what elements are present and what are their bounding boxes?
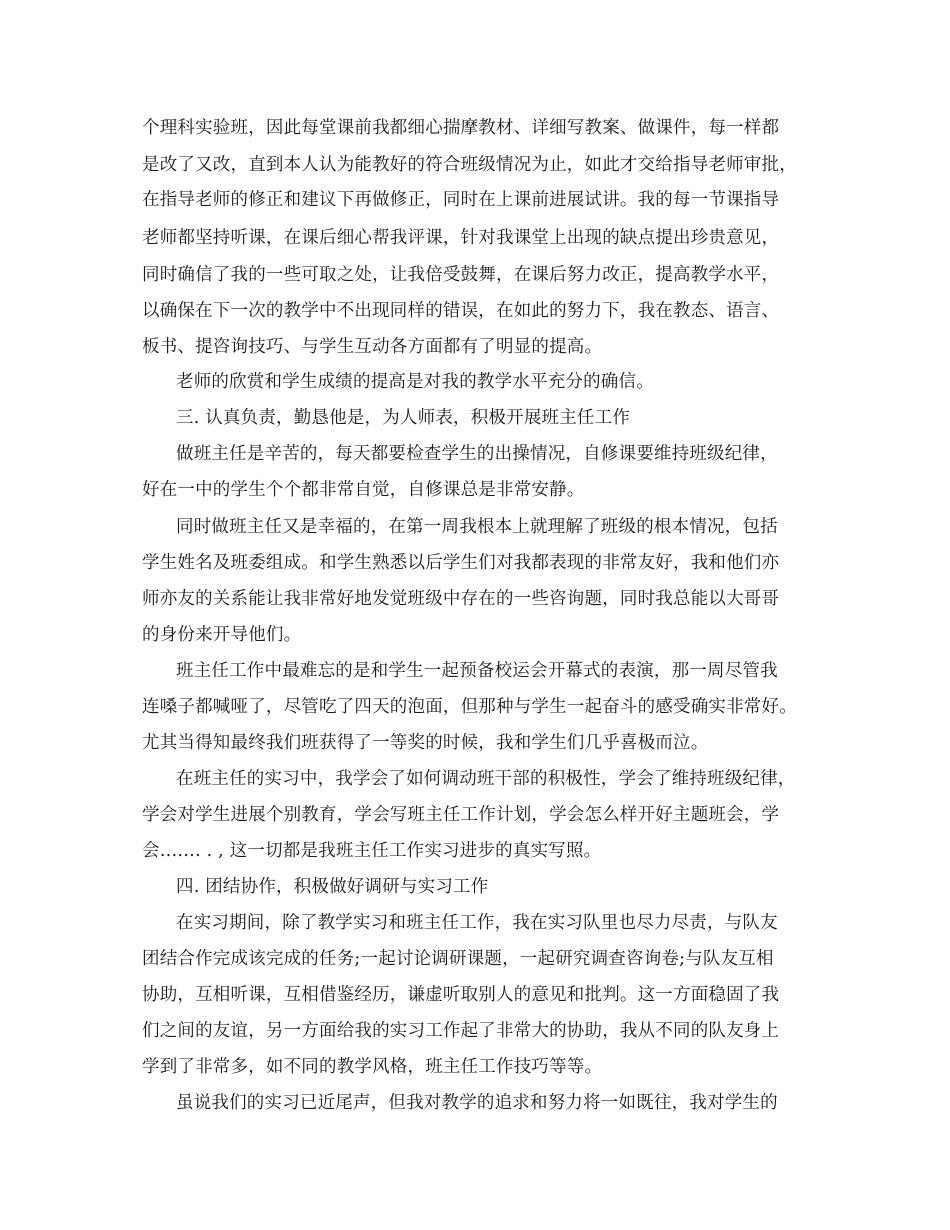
text-line: 会……. . , 这一切都是我班主任工作实习进步的真实写照。 (142, 841, 602, 861)
text-line: 以确保在下一次的教学中不出现同样的错误，在如此的努力下，我在教态、语言、 (142, 301, 780, 321)
text-line: 协助，互相听课，互相借鉴经历，谦虚听取别人的意见和批判。这一方面稳固了我 (142, 985, 780, 1005)
section-heading: 四. 团结协作，积极做好调研与实习工作 (176, 877, 489, 897)
text-line: 师亦友的关系能让我非常好地发觉班级中存在的一些咨询题，同时我总能以大哥哥 (142, 589, 780, 609)
text-line: 学生姓名及班委组成。和学生熟悉以后学生们对我都表现的非常友好，我和他们亦 (142, 553, 780, 573)
text-line: 的身份来开导他们。 (142, 625, 302, 645)
text-line: 连嗓子都喊哑了，尽管吃了四天的泡面，但那种与学生一起奋斗的感受确实非常好。 (142, 697, 797, 717)
text-line: 老师的欣赏和学生成绩的提高是对我的教学水平充分的确信。 (176, 372, 654, 392)
text-line: 们之间的友谊，另一方面给我的实习工作起了非常大的协助，我从不同的队友身上 (142, 1021, 780, 1041)
text-line: 做班主任是辛苦的，每天都要检查学生的出操情况，自修课要维持班级纪律， (176, 444, 778, 464)
text-line: 虽说我们的实习已近尾声，但我对教学的追求和努力将一如既往，我对学生的 (176, 1093, 778, 1113)
text-line: 板书、提咨询技巧、与学生互动各方面都有了明显的提高。 (142, 337, 603, 357)
text-line: 个理科实验班，因此每堂课前我都细心揣摩教材、详细写教案、做课件，每一样都 (142, 118, 780, 138)
text-line: 同时确信了我的一些可取之处，让我倍受鼓舞，在课后努力改正，提高教学水平， (142, 265, 780, 285)
text-line: 在指导老师的修正和建议下再做修正，同时在上课前进展试讲。我的每一节课指导 (142, 190, 780, 210)
text-line: 在班主任的实习中，我学会了如何调动班干部的积极性，学会了维持班级纪律， (176, 769, 796, 789)
text-line: 团结合作完成该完成的任务;一起讨论调研课题，一起研究调查咨询卷;与队友互相 (142, 949, 774, 969)
text-line: 是改了又改，直到本人认为能教好的符合班级情况为止，如此才交给指导老师审批， (142, 155, 797, 175)
text-line: 学会对学生进展个别教育，学会写班主任工作计划，学会怎么样开好主题班会，学 (142, 805, 780, 825)
section-heading: 三. 认真负责，勤恳他是，为人师表，积极开展班主任工作 (176, 408, 631, 428)
text-line: 学到了非常多，如不同的教学风格，班主任工作技巧等等。 (142, 1057, 603, 1077)
text-line: 班主任工作中最难忘的是和学生一起预备校运会开幕式的表演，那一周尽管我 (176, 661, 778, 681)
text-line: 同时做班主任又是幸福的，在第一周我根本上就理解了班级的根本情况，包括 (176, 517, 778, 537)
text-line: 好在一中的学生个个都非常自觉，自修课总是非常安静。 (142, 480, 585, 500)
text-line: 老师都坚持听课，在课后细心帮我评课，针对我课堂上出现的缺点提出珍贵意见， (142, 228, 780, 248)
text-line: 在实习期间，除了教学实习和班主任工作，我在实习队里也尽力尽责，与队友 (176, 913, 778, 933)
text-line: 尤其当得知最终我们班获得了一等奖的时候，我和学生们几乎喜极而泣。 (142, 733, 709, 753)
